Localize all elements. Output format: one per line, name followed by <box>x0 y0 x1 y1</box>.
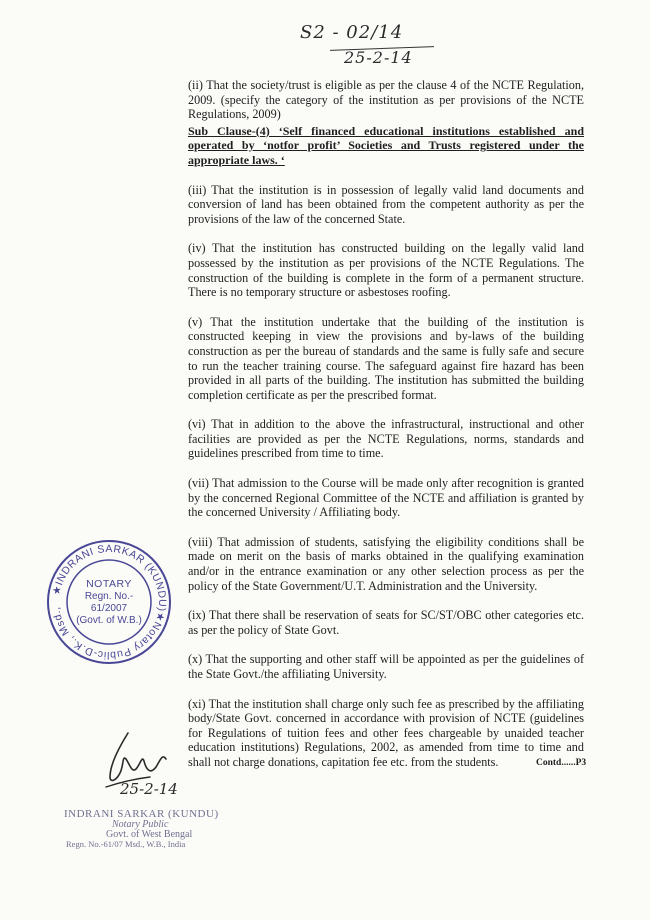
seal-govt-label: (Govt. of W.B.) <box>76 615 142 626</box>
signature-date: 25-2-14 <box>120 780 178 798</box>
notary-registration: Regn. No.-61/07 Msd., W.B., India <box>66 839 186 849</box>
seal-notary-label: NOTARY <box>86 578 132 590</box>
seal-regn-label: Regn. No.- <box>84 591 134 602</box>
handwritten-reference-date: 25-2-14 <box>344 48 413 67</box>
sub-clause-4-heading: Sub Clause-(4) ‘Self financed educational institutions established and operated by ‘notfor profit’ Societies and Trusts registered under the appropriate laws. ‘ <box>188 123 584 167</box>
notary-name-stamp <box>64 808 264 849</box>
seal-ring-text: ★INDRANI SARKAR (KUNDU)★Notary Public-D.K., Msd., <box>50 542 169 662</box>
clause-iii: (iii) That the institution is in possession of legally valid land documents and conversion of land has been obtained from the competent authority as per the provisions of the law of the concerned State. <box>188 182 584 226</box>
clause-x: (x) That the supporting and other staff will be appointed as per the guidelines of the State Govt./the affiliating University. <box>188 652 584 681</box>
seal-regn-number: 61/2007 <box>90 603 128 614</box>
handwritten-reference-number: S2 - 02/14 <box>300 22 404 43</box>
clause-iv: (iv) That the institution has constructed building on the legally valid land possessed by the institution as per provisions of the NCTE Regulations. The construction of the building is complete in the form of a permanent structure. There is no temporary structure or asbestoses roofing. <box>188 241 584 300</box>
clause-viii: (viii) That admission of students, satisfying the eligibility conditions shall be made on merit on the basis of marks obtained in the qualifying examination and/or in the entrance examination or any other selection process as per the policy of the State Government/U.T. Administration and the University. <box>188 534 584 593</box>
clause-ix: (ix) That there shall be reservation of seats for SC/ST/OBC other categories etc. as per the policy of State Govt. <box>188 608 584 637</box>
notary-role: Notary Public <box>112 819 169 830</box>
document-body <box>188 78 587 785</box>
clause-ii: (ii) That the society/trust is eligible as per the clause 4 of the NCTE Regulation, 2009. (specify the category of the institution as per provisions of the NCTE Regulations, 2009) <box>188 78 584 122</box>
continued-marker: Contd......P3 <box>536 758 587 768</box>
handwritten-reference-note <box>300 22 440 68</box>
clause-vii: (vii) That admission to the Course will be made only after recognition is granted by the concerned Regional Committee of the NCTE and affiliation is granted by the concerned University / Affiliating body. <box>188 476 584 520</box>
notary-name: INDRANI SARKAR (KUNDU) <box>64 808 219 820</box>
clause-v: (v) That the institution undertake that the building of the institution is constructed keeping in view the provisions and by-laws of the building construction as per the bureau of standards and the same is fully safe and secure to run the teacher training course. The safeguard against fire hazard has been provided in all parts of the building. The institution has submitted the building completion certificate as per the prescribed format. <box>188 314 584 402</box>
notary-seal-stamp <box>45 538 173 666</box>
clause-xi: (xi) That the institution shall charge only such fee as prescribed by the affiliating body/State Govt. concerned in accordance with provision of NCTE (guidelines for Regulations of tuition fees and other fees chargeable by unaided teacher education institutions) Regulations, 2002, as amended from time to time and shall not charge donations, capitation fee etc. from the students. <box>188 696 584 769</box>
clause-vi: (vi) That in addition to the above the infrastructural, instructional and other facilities are provided as per the NCTE Regulations, norms, standards and guidelines prescribed from time to time. <box>188 417 584 461</box>
notary-government: Govt. of West Bengal <box>106 829 193 840</box>
